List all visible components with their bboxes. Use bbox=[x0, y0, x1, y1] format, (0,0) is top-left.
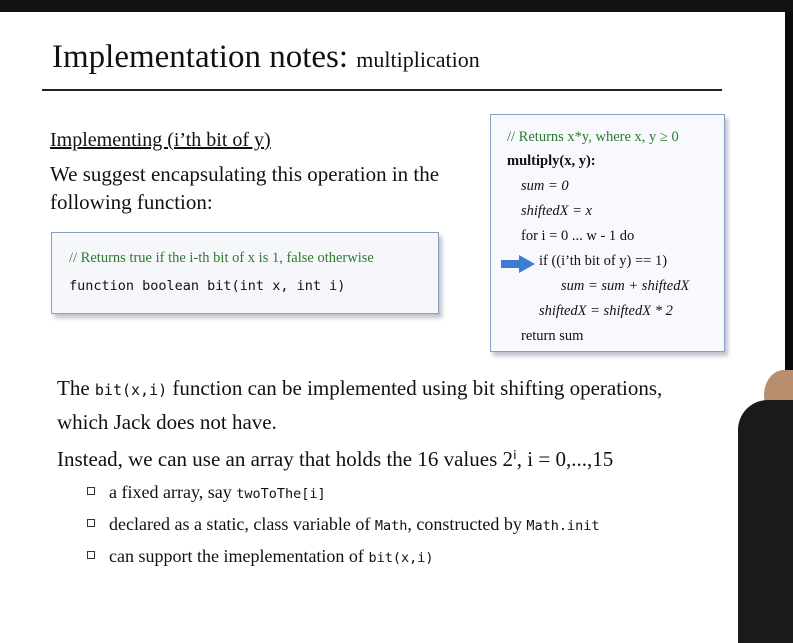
function-code-box bbox=[51, 232, 439, 314]
algo-line: sum = sum + shiftedX bbox=[561, 278, 690, 294]
algo-line: for i = 0 ... w - 1 do bbox=[521, 228, 635, 244]
bullet-item: declared as a static, class variable of Math, constructed by Math.init bbox=[87, 514, 600, 535]
algo-line: sum = 0 bbox=[521, 178, 569, 194]
bullet-item: can support the imeplementation of bit(x,i) bbox=[87, 546, 433, 567]
top-bar bbox=[0, 0, 793, 12]
implementing-heading: Implementing (i’th bit of y) bbox=[50, 129, 271, 151]
arrow-right-icon bbox=[501, 255, 535, 273]
algo-line: return sum bbox=[521, 328, 584, 344]
algo-line: shiftedX = x bbox=[521, 203, 592, 219]
presenter-silhouette bbox=[738, 370, 793, 643]
slide-title-sub: multiplication bbox=[356, 47, 480, 72]
suggest-paragraph: We suggest encapsulating this operation in the following function: bbox=[50, 162, 440, 214]
presenter-shirt bbox=[738, 400, 793, 643]
inline-code: bit(x,i) bbox=[368, 550, 434, 566]
paragraph-bit-function: The bit(x,i) function can be implemented using bit shifting operations, bbox=[57, 376, 663, 400]
function-comment: // Returns true if the i-th bit of x is 1, false otherwise bbox=[69, 250, 374, 266]
algo-line: if ((i’th bit of y) == 1) bbox=[539, 253, 668, 269]
bullet-item: a fixed array, say twoToThe[i] bbox=[87, 482, 326, 503]
lecture-slide bbox=[0, 12, 785, 643]
inline-code: Math bbox=[374, 518, 408, 534]
paragraph-array: Instead, we can use an array that holds the 16 values 2ⁱ, i = 0,...,15 bbox=[57, 447, 614, 471]
multiply-algorithm-box bbox=[490, 114, 725, 352]
algo-line: shiftedX = shiftedX * 2 bbox=[539, 303, 673, 319]
algo-header: multiply(x, y): bbox=[507, 153, 596, 169]
algo-comment: // Returns x*y, where x, y ≥ 0 bbox=[507, 129, 679, 145]
inline-code: bit(x,i) bbox=[94, 381, 168, 399]
inline-code: twoToThe[i] bbox=[236, 486, 326, 502]
function-signature: function boolean bit(int x, int i) bbox=[69, 278, 346, 294]
square-bullet-icon bbox=[87, 519, 95, 527]
inline-code: Math.init bbox=[526, 518, 600, 534]
square-bullet-icon bbox=[87, 551, 95, 559]
paragraph-jack: which Jack does not have. bbox=[57, 410, 277, 434]
slide-title: Implementation notes: multiplication bbox=[52, 39, 480, 75]
square-bullet-icon bbox=[87, 487, 95, 495]
title-divider bbox=[42, 89, 722, 91]
